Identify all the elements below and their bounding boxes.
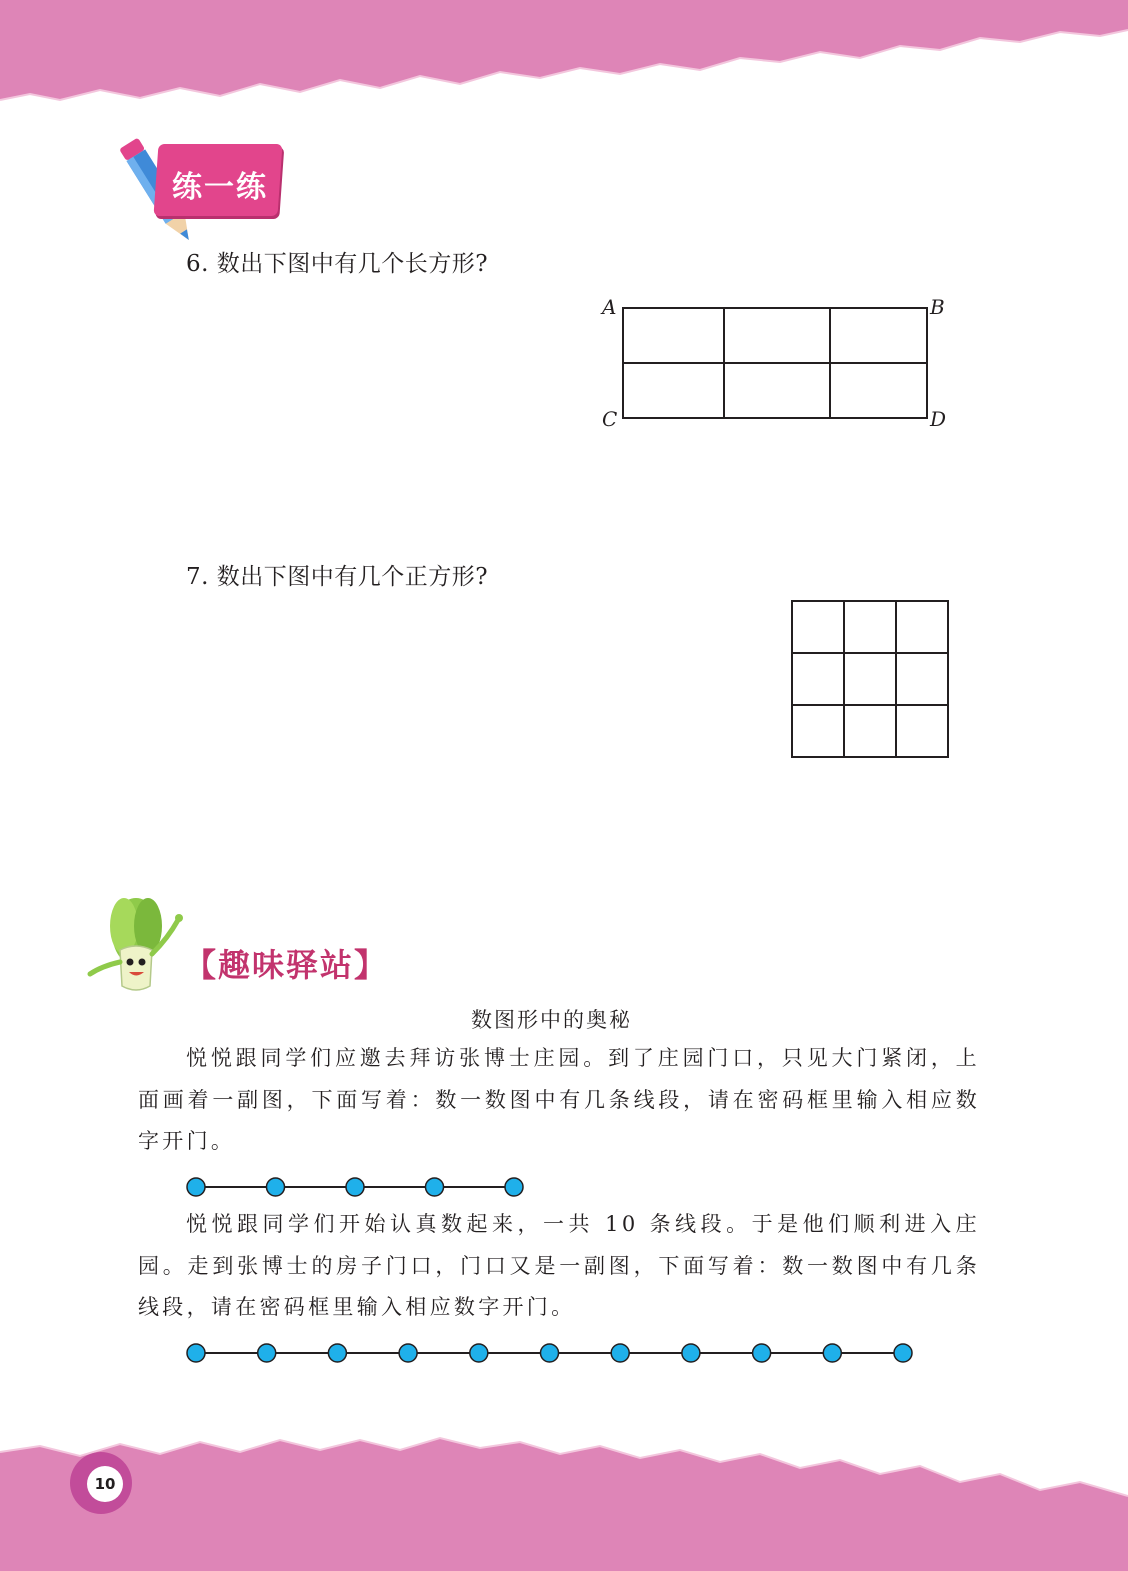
practice-label: 练一练	[172, 170, 268, 205]
story-paragraph-2: 悦悦跟同学们开始认真数起来，一共 10 条线段。于是他们顺利进入庄园。走到张博士的房子门口，门口又是一副图，下面写着：数一数图中有几条线段，请在密码框里输入相应数字开门。	[138, 1212, 980, 1319]
segment-point	[187, 1344, 205, 1362]
line-segment-figure-1	[180, 1172, 540, 1202]
page-number-inner	[87, 1466, 123, 1502]
label-d: D	[930, 407, 947, 431]
square-grid-figure	[788, 597, 954, 763]
story-paragraph-1: 悦悦跟同学们应邀去拜访张博士庄园。到了庄园门口，只见大门紧闭，上面画着一副图，下面写着：数一数图中有几条线段，请在密码框里输入相应数字开门。	[138, 1046, 980, 1153]
segment-point	[753, 1344, 771, 1362]
segment-point	[187, 1178, 205, 1196]
segment-point	[505, 1178, 523, 1196]
question-7: 7. 数出下图中有几个正方形?	[186, 564, 489, 590]
page-number: 10	[94, 1475, 116, 1493]
segment-point	[426, 1178, 444, 1196]
practice-header	[120, 132, 290, 252]
bottom-banner	[0, 1432, 1128, 1571]
segment-point	[267, 1178, 285, 1196]
rectangle-figure	[596, 292, 956, 432]
question-6: 6. 数出下图中有几个长方形?	[186, 251, 489, 277]
top-banner	[0, 0, 1128, 110]
segment-point	[682, 1344, 700, 1362]
segment-point	[611, 1344, 629, 1362]
label-a: A	[602, 295, 617, 319]
segment-point	[894, 1344, 912, 1362]
segment-point	[399, 1344, 417, 1362]
outer-square	[792, 601, 948, 757]
segment-point	[258, 1344, 276, 1362]
line-segment-figure-2	[180, 1338, 920, 1368]
segment-point	[328, 1344, 346, 1362]
segment-point	[346, 1178, 364, 1196]
label-b: B	[930, 295, 945, 319]
segment-point	[470, 1344, 488, 1362]
segment-point	[541, 1344, 559, 1362]
segment-point	[823, 1344, 841, 1362]
label-c: C	[602, 407, 618, 431]
story-title: 数图形中的奥秘	[471, 1008, 632, 1032]
fun-station-title: 【趣味驿站】	[184, 946, 389, 984]
cabbage-mascot-icon	[84, 890, 194, 996]
